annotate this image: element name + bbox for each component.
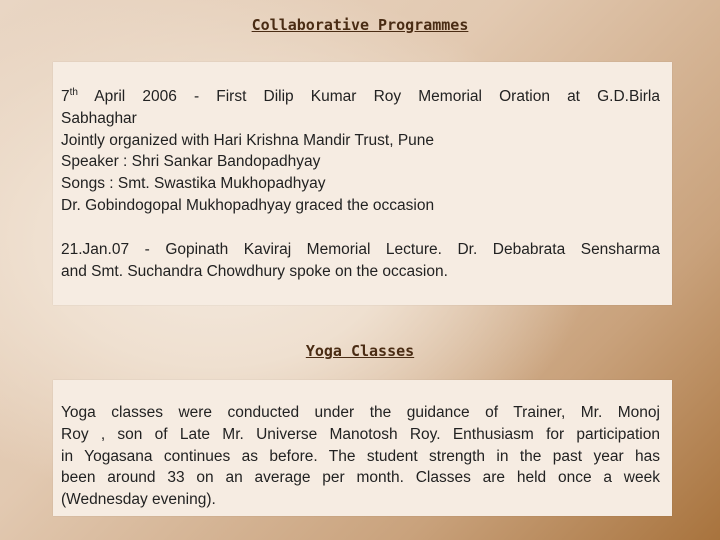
yoga-line-4: been around 33 on an average per month. Classes are held once a week: [61, 469, 660, 487]
event1-line1-text: April 2006 - First Dilip Kumar Roy Memorial Oration at G.D.Birla: [77, 88, 660, 105]
event2-line2: and Smt. Suchandra Chowdhury spoke on the occasion.: [61, 262, 448, 280]
collaborative-programmes-heading: Collaborative Programmes: [251, 16, 469, 34]
event1-speaker: Speaker : Shri Sankar Bandopadhyay: [61, 153, 321, 171]
yoga-line-5: (Wednesday evening).: [61, 491, 216, 509]
event1-line6: Dr. Gobindogopal Mukhopadhyay graced the occasion: [61, 196, 435, 214]
event1-date-day: 7: [61, 88, 70, 105]
yoga-line-2: Roy , son of Late Mr. Universe Manotosh Roy. Enthusiasm for participation: [61, 425, 660, 443]
yoga-line-1: Yoga classes were conducted under the guidance of Trainer, Mr. Monoj: [61, 404, 660, 421]
event1-line2: Sabhaghar: [61, 109, 137, 127]
event1-songs: Songs : Smt. Swastika Mukhopadhyay: [61, 175, 326, 193]
event1-line3: Jointly organized with Hari Krishna Mandir Trust, Pune: [61, 131, 435, 149]
collaborative-programmes-box: [53, 62, 672, 305]
yoga-classes-box: [53, 380, 672, 516]
yoga-line-3: in Yogasana continues as before. The student strength in the past year has: [61, 447, 660, 465]
event1-line1: [61, 86, 660, 108]
paragraph-gap: [61, 217, 660, 239]
yoga-classes-heading: Yoga Classes: [305, 342, 415, 360]
event1-date-suffix: th: [69, 86, 78, 98]
event2-line1: 21.Jan.07 - Gopinath Kaviraj Memorial Lecture. Dr. Debabrata Sensharma: [61, 240, 660, 258]
